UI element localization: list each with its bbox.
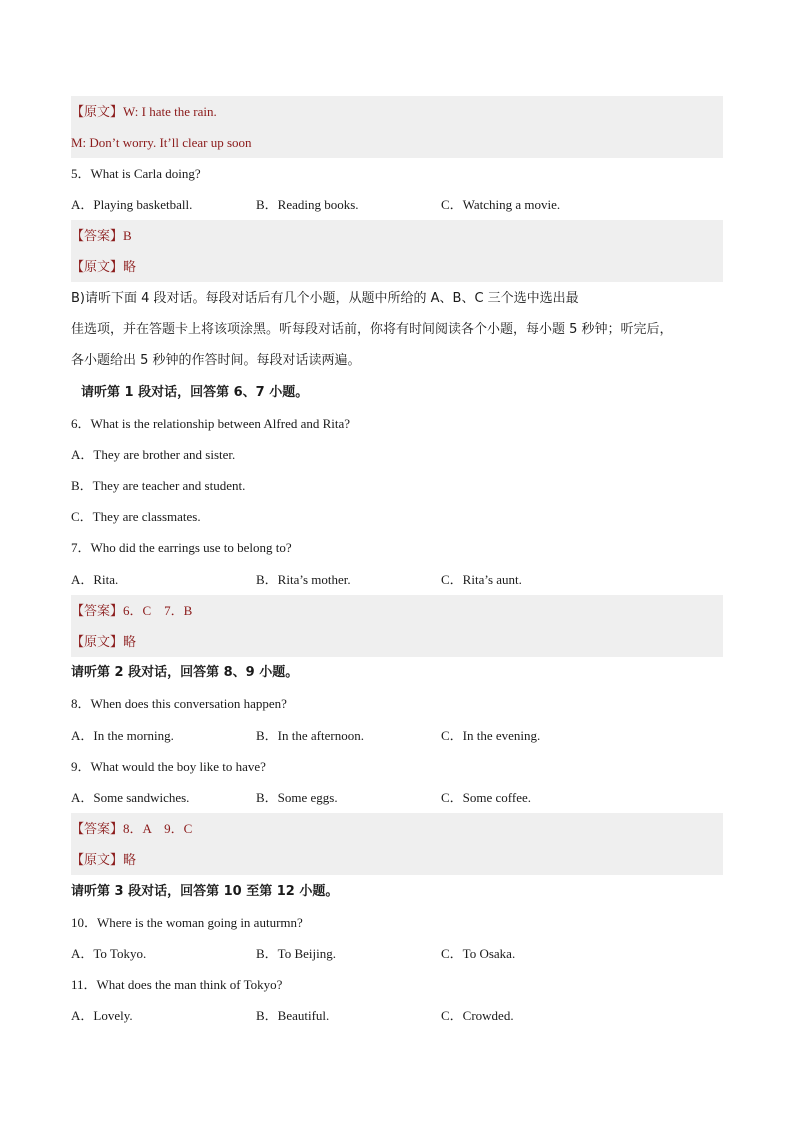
original-tag: 【原文】	[71, 635, 124, 650]
option-b: B．In the afternoon.	[256, 728, 364, 743]
question-8: 8．When does this conversation happen?	[71, 696, 287, 711]
option-a: A．To Tokyo.	[71, 946, 147, 961]
dialogue-2-heading: 请听第 2 段对话，回答第 8、9 小题。	[71, 665, 299, 680]
question-7: 7．Who did the earrings use to belong to?	[71, 540, 292, 555]
intro-original-m	[71, 127, 723, 158]
question-6-option-c: C．They are classmates.	[71, 509, 201, 524]
original-value: 略	[123, 853, 137, 868]
option-a: A．Playing basketball.	[71, 197, 193, 212]
dialogue-1-heading: 请听第 1 段对话，回答第 6、7 小题。	[81, 385, 309, 400]
option-c: C．In the evening.	[441, 728, 541, 743]
answer-8-9	[71, 813, 723, 844]
m-line: M: Don’t worry. It’ll clear up soon	[71, 135, 252, 150]
original-6-7	[71, 626, 723, 657]
question-5: 5．What is Carla doing?	[71, 166, 201, 181]
option-b: B．Rita’s mother.	[256, 572, 351, 587]
w-line: W: I hate the rain.	[123, 104, 217, 119]
answer-5	[71, 220, 723, 251]
option-a: A．Some sandwiches.	[71, 790, 190, 805]
option-b: B．Beautiful.	[256, 1008, 330, 1023]
original-tag: 【原文】	[71, 853, 124, 868]
answer-tag: 【答案】	[71, 822, 124, 837]
answer-tag: 【答案】	[71, 229, 124, 244]
option-c: C．Crowded.	[441, 1008, 514, 1023]
answer-tag: 【答案】	[71, 604, 124, 619]
section-b-instructions-2: 佳选项，并在答题卡上将该项涂黑。听每段对话前，你将有时间阅读各个小题，每小题 5 秒钟；听完后，	[71, 322, 673, 337]
option-b: B．Some eggs.	[256, 790, 338, 805]
question-5-options	[71, 189, 723, 220]
answer-value: 6．C 7．B	[123, 603, 193, 618]
question-10-options	[71, 938, 723, 969]
question-7-options	[71, 564, 723, 595]
question-9-options	[71, 782, 723, 813]
original-5	[71, 251, 723, 282]
original-8-9	[71, 844, 723, 875]
question-6-option-b: B．They are teacher and student.	[71, 478, 246, 493]
question-6-option-a: A．They are brother and sister.	[71, 447, 236, 462]
question-11: 11．What does the man think of Tokyo?	[71, 977, 283, 992]
answer-value: 8．A 9．C	[123, 821, 193, 836]
original-value: 略	[123, 260, 137, 275]
intro-original-w	[71, 96, 723, 127]
question-9: 9．What would the boy like to have?	[71, 759, 266, 774]
answer-6-7	[71, 595, 723, 626]
question-11-options	[71, 1000, 723, 1031]
question-8-options	[71, 720, 723, 751]
option-b: B．To Beijing.	[256, 946, 336, 961]
original-value: 略	[123, 635, 137, 650]
option-a: A．In the morning.	[71, 728, 174, 743]
question-6: 6．What is the relationship between Alfred and Rita?	[71, 416, 351, 431]
original-tag: 【原文】	[71, 105, 124, 120]
option-c: C．To Osaka.	[441, 946, 516, 961]
option-b: B．Reading books.	[256, 197, 359, 212]
original-tag: 【原文】	[71, 260, 124, 275]
option-a: A．Lovely.	[71, 1008, 133, 1023]
section-b-instructions-1: B)请听下面 4 段对话。每段对话后有几个小题，从题中所给的 A、B、C 三个选中选出最	[71, 291, 579, 306]
question-10: 10．Where is the woman going in auturmn?	[71, 915, 303, 930]
option-c: C．Watching a movie.	[441, 197, 561, 212]
answer-value: B	[123, 228, 132, 243]
option-a: A．Rita.	[71, 572, 119, 587]
option-c: C．Rita’s aunt.	[441, 572, 522, 587]
option-c: C．Some coffee.	[441, 790, 532, 805]
section-b-instructions-3: 各小题给出 5 秒钟的作答时间。每段对话读两遍。	[71, 353, 361, 368]
dialogue-3-heading: 请听第 3 段对话，回答第 10 至第 12 小题。	[71, 884, 339, 899]
